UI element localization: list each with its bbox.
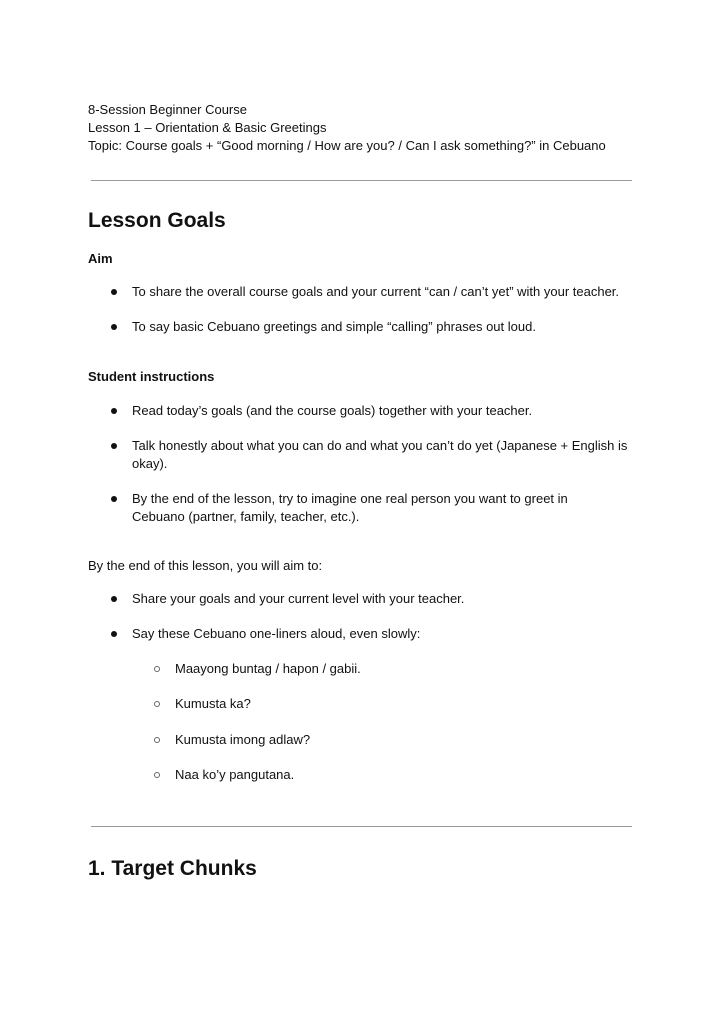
hollow-bullet-icon bbox=[154, 701, 160, 707]
course-title: 8-Session Beginner Course bbox=[88, 102, 247, 117]
outcomes-intro: By the end of this lesson, you will aim to: bbox=[88, 558, 323, 573]
bullet-icon bbox=[111, 443, 117, 449]
outcome-item-text: Share your goals and your current level with your teacher. bbox=[132, 591, 465, 606]
lesson-title: Lesson 1 – Orientation & Basic Greetings bbox=[88, 120, 327, 135]
student-instructions-label: Student instructions bbox=[88, 369, 215, 384]
bullet-icon bbox=[111, 496, 117, 502]
target-chunks-heading: 1. Target Chunks bbox=[88, 857, 257, 880]
hollow-bullet-icon bbox=[154, 737, 160, 743]
bullet-icon bbox=[111, 596, 117, 602]
instruction-item-text: By the end of the lesson, try to imagine one real person you want to greet in Cebuano (partner, family, teacher, etc.). bbox=[132, 491, 568, 524]
bullet-icon bbox=[111, 324, 117, 330]
topic-line: Topic: Course goals + “Good morning / How are you? / Can I ask something?” in Cebuano bbox=[88, 138, 606, 153]
bullet-icon bbox=[111, 631, 117, 637]
aim-item-text: To say basic Cebuano greetings and simple “calling” phrases out loud. bbox=[132, 319, 536, 334]
hollow-bullet-icon bbox=[154, 772, 160, 778]
divider bbox=[91, 180, 632, 181]
instruction-item-text: Talk honestly about what you can do and what you can’t do yet (Japanese + English is okay). bbox=[132, 438, 628, 471]
bullet-icon bbox=[111, 408, 117, 414]
phrase-text: Kumusta imong adlaw? bbox=[175, 732, 311, 747]
lesson-goals-heading: Lesson Goals bbox=[88, 209, 226, 232]
hollow-bullet-icon bbox=[154, 666, 160, 672]
phrase-text: Kumusta ka? bbox=[175, 696, 251, 711]
phrase-text: Maayong buntag / hapon / gabii. bbox=[175, 661, 361, 676]
divider bbox=[91, 826, 632, 827]
outcome-item-text: Say these Cebuano one-liners aloud, even slowly: bbox=[132, 626, 421, 641]
aim-label: Aim bbox=[88, 251, 113, 266]
instruction-item-text: Read today’s goals (and the course goals) together with your teacher. bbox=[132, 403, 533, 418]
bullet-icon bbox=[111, 289, 117, 295]
phrase-text: Naa ko’y pangutana. bbox=[175, 767, 295, 782]
aim-item-text: To share the overall course goals and your current “can / can’t yet” with your teacher. bbox=[132, 284, 620, 299]
